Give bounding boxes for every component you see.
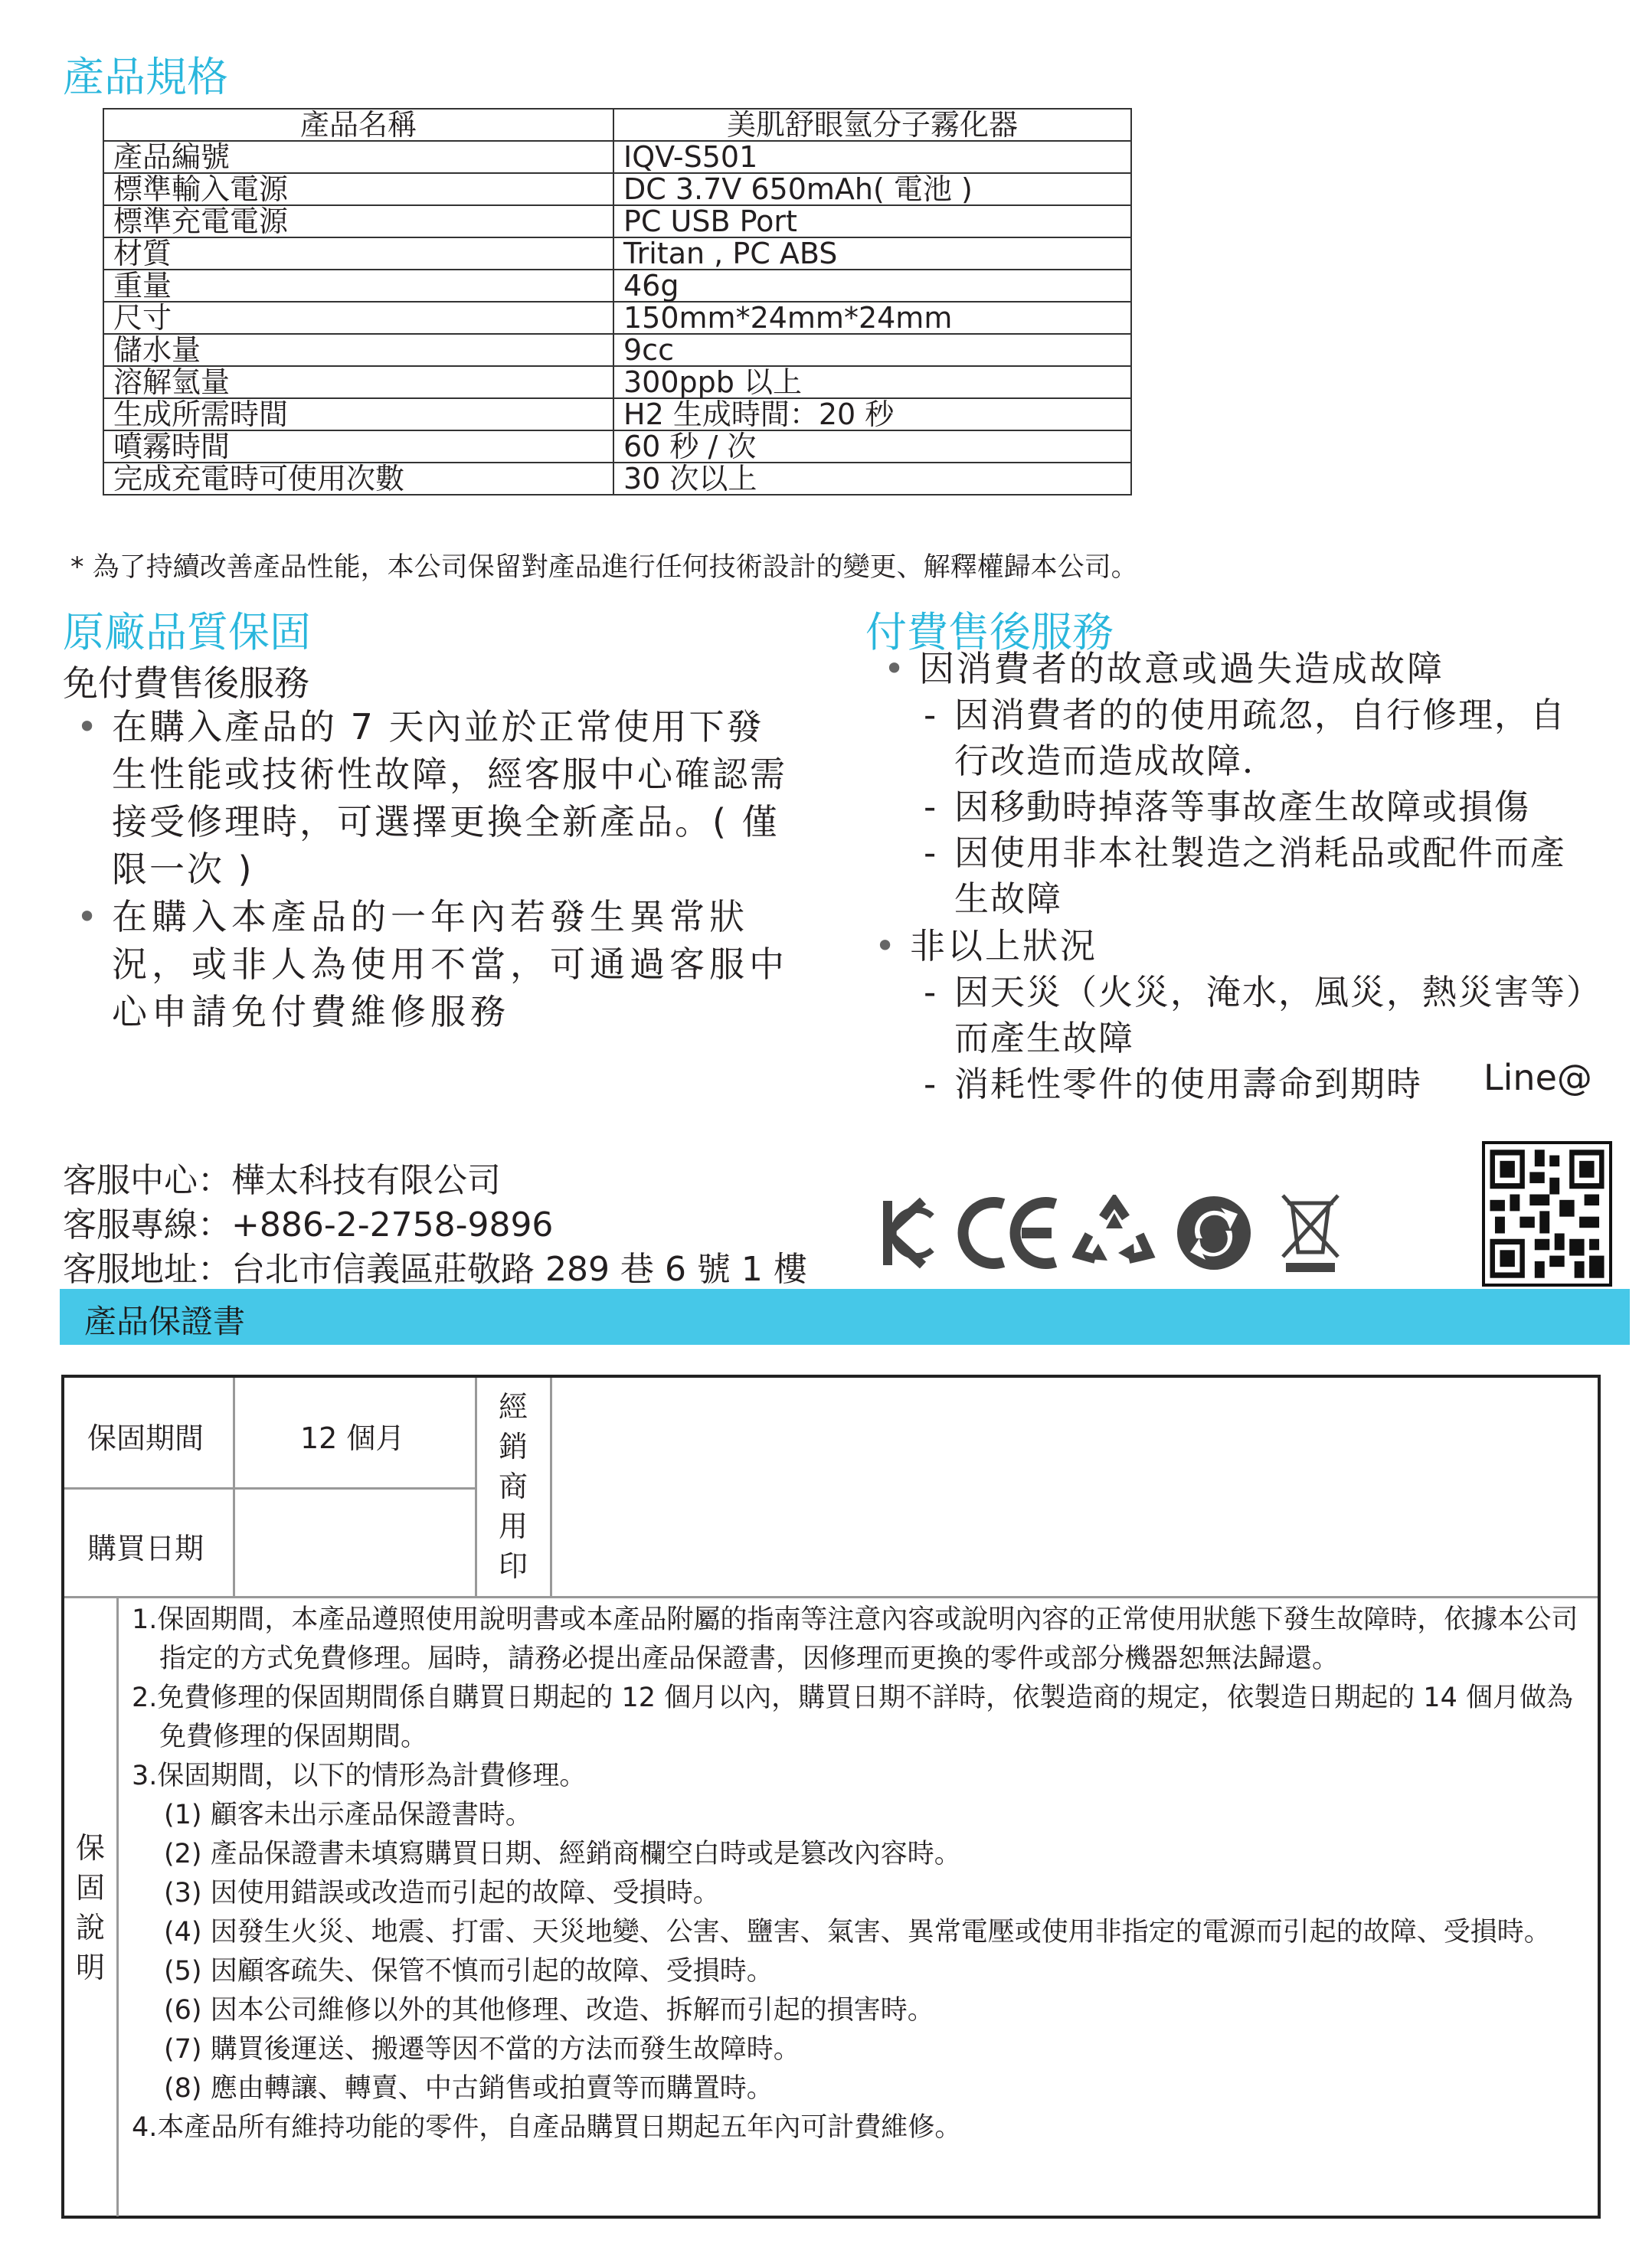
table-row bbox=[103, 270, 1131, 302]
dealer-stamp-label: 經 銷 商 用 印 bbox=[498, 1390, 528, 1583]
spec-value: 60 秒 / 次 bbox=[613, 430, 1131, 463]
list-item: • 在購入產品的 7 天內並於正常使用下發生性能或技術性故障，經客服中心確認需接受修理時，可選擇更換全新產品。( 僅限一次 ) bbox=[112, 703, 801, 893]
terms-item: (7) 購買後運送、搬遷等因不當的方法而發生故障時。 bbox=[164, 2034, 800, 2065]
warranty-subtitle: 免付費售後服務 bbox=[63, 662, 309, 704]
line-label: Line@ bbox=[1484, 1057, 1592, 1098]
spec-key: 產品編號 bbox=[103, 141, 613, 173]
terms-item: (3) 因使用錯誤或改造而引起的故障、受損時。 bbox=[164, 1878, 720, 1908]
bullet-icon: • bbox=[77, 706, 100, 747]
sub-list bbox=[924, 692, 1593, 922]
purchase-date-field[interactable] bbox=[248, 1500, 470, 1585]
spec-value: 46g bbox=[613, 270, 1131, 302]
green-dot-icon bbox=[1172, 1191, 1256, 1275]
table-row bbox=[103, 463, 1131, 495]
sub-list-item: - 消耗性零件的使用壽命到期時 bbox=[924, 1061, 1593, 1107]
table-row bbox=[103, 334, 1131, 366]
terms-item: 3.保固期間，以下的情形為計費修理。 bbox=[132, 1761, 587, 1791]
bullet-icon: • bbox=[875, 925, 898, 966]
qr-code-icon bbox=[1485, 1144, 1609, 1284]
weee-bin-icon bbox=[1275, 1191, 1344, 1275]
table-row bbox=[103, 173, 1131, 205]
terms-item: (6) 因本公司維修以外的其他修理、改造、拆解而引起的損害時。 bbox=[164, 1995, 934, 2026]
spec-key: 儲水量 bbox=[103, 334, 613, 366]
spec-header-value: 美肌舒眼氫分子霧化器 bbox=[613, 109, 1131, 141]
spec-key: 噴霧時間 bbox=[103, 430, 613, 463]
table-row bbox=[103, 205, 1131, 237]
paid-service-title: 付費售後服務 bbox=[865, 608, 1114, 656]
table-row bbox=[103, 366, 1131, 398]
table-row bbox=[103, 237, 1131, 270]
spec-header-name: 產品名稱 bbox=[103, 109, 613, 141]
purchase-date-label: 購買日期 bbox=[87, 1532, 204, 1565]
divider bbox=[550, 1378, 552, 1596]
list-item: • 因消費者的故意或過失造成故障 - 因消費者的的使用疏忽，自行修理，自行改造而造成故障． - 因移動時掉落等事故產生故障或損傷 - 因使用非本社製造之消耗品或配件而產生故障 bbox=[919, 645, 1593, 922]
spec-value: 30 次以上 bbox=[613, 463, 1131, 495]
spec-value: IQV-S501 bbox=[613, 141, 1131, 173]
spec-table bbox=[103, 108, 1132, 495]
spec-value: 300ppb 以上 bbox=[613, 366, 1131, 398]
spec-key: 標準輸入電源 bbox=[103, 173, 613, 205]
paid-service-list bbox=[875, 645, 1593, 1107]
spec-value: PC USB Port bbox=[613, 205, 1131, 237]
divider bbox=[475, 1378, 477, 1596]
spec-value: Tritan , PC ABS bbox=[613, 237, 1131, 270]
sub-list-item: - 因消費者的的使用疏忽，自行修理，自行改造而造成故障． bbox=[924, 692, 1593, 784]
sub-list-item: - 因移動時掉落等事故產生故障或損傷 bbox=[924, 784, 1593, 830]
recycle-icon bbox=[1072, 1191, 1156, 1275]
kc-mark-icon bbox=[877, 1191, 938, 1275]
list-item: • 在購入本產品的一年內若發生異常狀況，或非人為使用不當，可通過客服中心申請免付費維修服務 bbox=[112, 893, 801, 1035]
spec-value: H2 生成時間：20 秒 bbox=[613, 398, 1131, 430]
warranty-card-title: 產品保證書 bbox=[84, 1303, 246, 1340]
terms-item: 1.保固期間，本產品遵照使用說明書或本產品附屬的指南等注意內容或說明內容的正常使用狀態下發生故障時，依據本公司指定的方式免費修理。屆時，請務必提出產品保證書，因修理而更換的零件或部分機器恕無法歸還。 bbox=[132, 1604, 1578, 1674]
terms-item: (4) 因發生火災、地震、打雷、天災地變、公害、鹽害、氣害、異常電壓或使用非指定的電源而引起的故障、受損時。 bbox=[164, 1917, 1551, 1948]
spec-value: 9cc bbox=[613, 334, 1131, 366]
spec-key: 完成充電時可使用次數 bbox=[103, 463, 613, 495]
spec-key: 溶解氫量 bbox=[103, 366, 613, 398]
spec-key: 重量 bbox=[103, 270, 613, 302]
warranty-list bbox=[77, 703, 801, 1035]
warranty-section-title: 原廠品質保固 bbox=[63, 608, 311, 656]
spec-key: 生成所需時間 bbox=[103, 398, 613, 430]
terms-item: (1) 顧客未出示產品保證書時。 bbox=[164, 1800, 532, 1830]
qr-code[interactable] bbox=[1482, 1141, 1612, 1287]
spec-key: 尺寸 bbox=[103, 302, 613, 334]
list-item: • 非以上狀況 - 因天災（火災，淹水，風災，熱災害等）而產生故障 - 消耗性零件的使用壽命到期時 bbox=[910, 922, 1593, 1107]
terms-area bbox=[64, 1596, 1598, 2216]
period-value: 12 個月 bbox=[300, 1421, 405, 1455]
table-row bbox=[103, 398, 1131, 430]
service-phone[interactable]: 客服專線：+886-2-2758-9896 bbox=[63, 1205, 554, 1244]
terms-item: (2) 產品保證書未填寫購買日期、經銷商欄空白時或是篡改內容時。 bbox=[164, 1839, 961, 1869]
ce-mark-icon bbox=[956, 1191, 1063, 1275]
divider bbox=[64, 1487, 475, 1490]
service-address: 客服地址：台北市信義區莊敬路 289 巷 6 號 1 樓 bbox=[63, 1250, 807, 1289]
spec-disclaimer-note: * 為了持續改善產品性能，本公司保留對產品進行任何技術設計的變更、解釋權歸本公司。 bbox=[70, 552, 1138, 583]
sub-list-item: - 因天災（火災，淹水，風災，熱災害等）而產生故障 bbox=[924, 970, 1593, 1061]
terms-item: 2.免費修理的保固期間係自購買日期起的 12 個月以內，購買日期不詳時，依製造商的規定，依製造日期起的 14 個月做為免費修理的保固期間。 bbox=[132, 1683, 1573, 1752]
spec-section-title: 產品規格 bbox=[63, 53, 228, 101]
spec-table-header bbox=[103, 109, 1131, 141]
sub-list-item: - 因使用非本社製造之消耗品或配件而產生故障 bbox=[924, 830, 1593, 922]
spec-key: 材質 bbox=[103, 237, 613, 270]
service-center: 客服中心：樺太科技有限公司 bbox=[63, 1161, 501, 1200]
warranty-card-band bbox=[60, 1289, 1630, 1345]
dealer-stamp-area[interactable] bbox=[558, 1385, 1585, 1588]
warranty-terms bbox=[132, 1601, 1587, 2147]
terms-item: (8) 應由轉讓、轉賣、中古銷售或拍賣等而購置時。 bbox=[164, 2073, 774, 2104]
table-row bbox=[103, 430, 1131, 463]
spec-value: DC 3.7V 650mAh( 電池 ) bbox=[613, 173, 1131, 205]
table-row bbox=[103, 302, 1131, 334]
spec-key: 標準充電電源 bbox=[103, 205, 613, 237]
terms-label: 保 固 說 明 bbox=[75, 1831, 105, 1984]
warranty-card bbox=[61, 1375, 1601, 2219]
period-label: 保固期間 bbox=[87, 1421, 204, 1455]
bullet-icon: • bbox=[77, 896, 100, 937]
bullet-icon: • bbox=[884, 648, 908, 689]
spec-value: 150mm*24mm*24mm bbox=[613, 302, 1131, 334]
terms-item: (5) 因顧客疏失、保管不慎而引起的故障、受損時。 bbox=[164, 1956, 774, 1987]
terms-item: 4.本產品所有維持功能的零件，自產品購買日期起五年內可計費維修。 bbox=[132, 2112, 962, 2143]
table-row bbox=[103, 141, 1131, 173]
